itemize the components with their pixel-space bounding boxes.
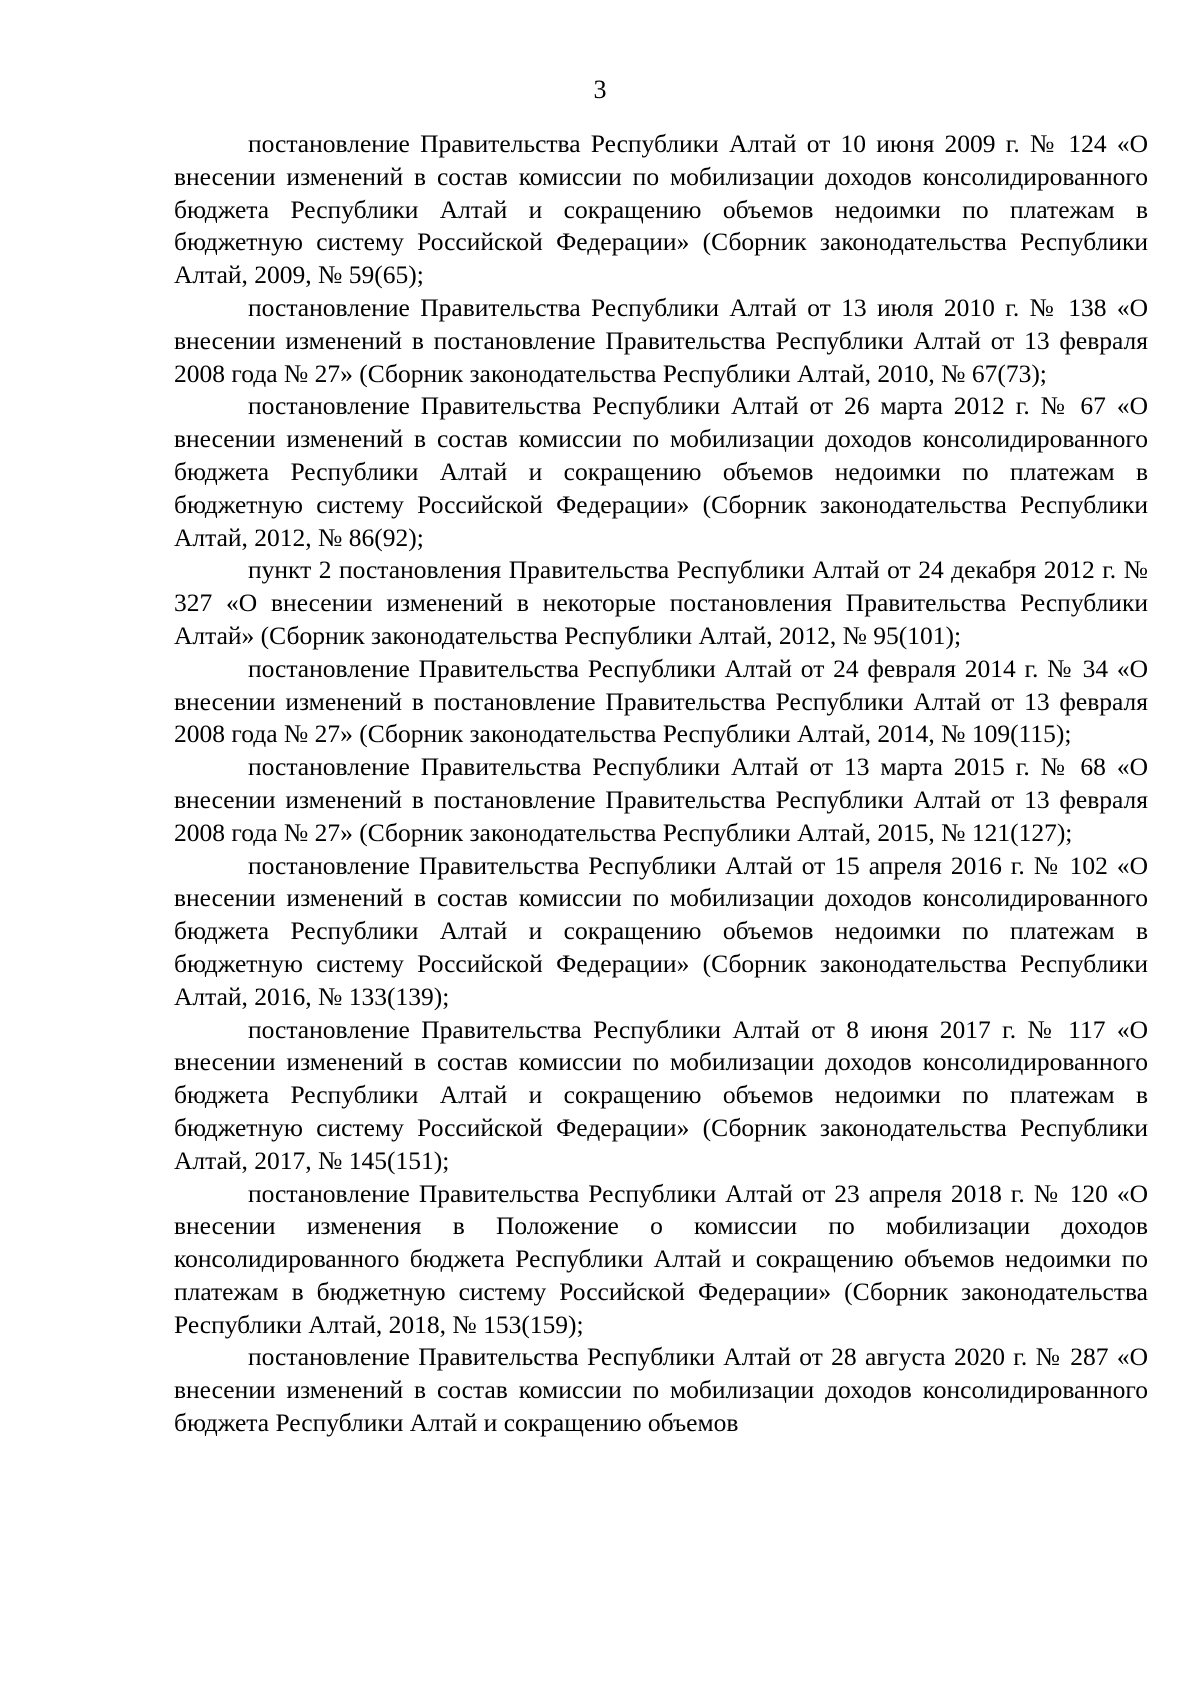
document-body [174, 128, 1148, 1440]
list-item: постановление Правительства Республики Алтай от 8 июня 2017 г. № 117 «О внесении изменений в состав комиссии по мобилизации доходов консолидированного бюджета Республики Алтай и сокращению объемов недоимки по платежам в бюджетную систему Российской Федерации» (Сборник законодательства Республики Алтай, 2017, № 145(151); [174, 1014, 1148, 1175]
list-item: постановление Правительства Республики Алтай от 15 апреля 2016 г. № 102 «О внесении изменений в состав комиссии по мобилизации доходов консолидированного бюджета Республики Алтай и сокращению объемов недоимки по платежам в бюджетную систему Российской Федерации» (Сборник законодательства Республики Алтай, 2016, № 133(139); [174, 850, 1148, 1011]
list-item: постановление Правительства Республики Алтай от 23 апреля 2018 г. № 120 «О внесении изменения в Положение о комиссии по мобилизации доходов консолидированного бюджета Республики Алтай и сокращению объемов недоимки по платежам в бюджетную систему Российской Федерации» (Сборник законодательства Республики Алтай, 2018, № 153(159); [174, 1178, 1148, 1339]
list-item: постановление Правительства Республики Алтай от 13 марта 2015 г. № 68 «О внесении изменений в постановление Правительства Республики Алтай от 13 февраля 2008 года № 27» (Сборник законодательства Республики Алтай, 2015, № 121(127); [174, 752, 1148, 847]
list-item: постановление Правительства Республики Алтай от 13 июля 2010 г. № 138 «О внесении изменений в постановление Правительства Республики Алтай от 13 февраля 2008 года № 27» (Сборник законодательства Республики Алтай, 2010, № 67(73); [174, 292, 1148, 388]
page-number: 3 [593, 75, 607, 104]
list-item: постановление Правительства Республики Алтай от 10 июня 2009 г. № 124 «О внесении изменений в состав комиссии по мобилизации доходов консолидированного бюджета Республики Алтай и сокращению объемов недоимки по платежам в бюджетную систему Российской Федерации» (Сборник законодательства Республики Алтай, 2009, № 59(65); [174, 129, 1148, 290]
list-item: пункт 2 постановления Правительства Республики Алтай от 24 декабря 2012 г. № 327 «О внесении изменений в некоторые постановления Правительства Республики Алтай» (Сборник законодательства Республики Алтай, 2012, № 95(101); [174, 555, 1148, 650]
list-item: постановление Правительства Республики Алтай от 24 февраля 2014 г. № 34 «О внесении изменений в постановление Правительства Республики Алтай от 13 февраля 2008 года № 27» (Сборник законодательства Республики Алтай, 2014, № 109(115); [174, 653, 1148, 749]
list-item: постановление Правительства Республики Алтай от 26 марта 2012 г. № 67 «О внесении изменений в состав комиссии по мобилизации доходов консолидированного бюджета Республики Алтай и сокращению объемов недоимки по платежам в бюджетную систему Российской Федерации» (Сборник законодательства Республики Алтай, 2012, № 86(92); [174, 391, 1148, 552]
list-item: постановление Правительства Республики Алтай от 28 августа 2020 г. № 287 «О внесении изменений в состав комиссии по мобилизации доходов консолидированного бюджета Республики Алтай и сокращению объемов [174, 1342, 1148, 1438]
